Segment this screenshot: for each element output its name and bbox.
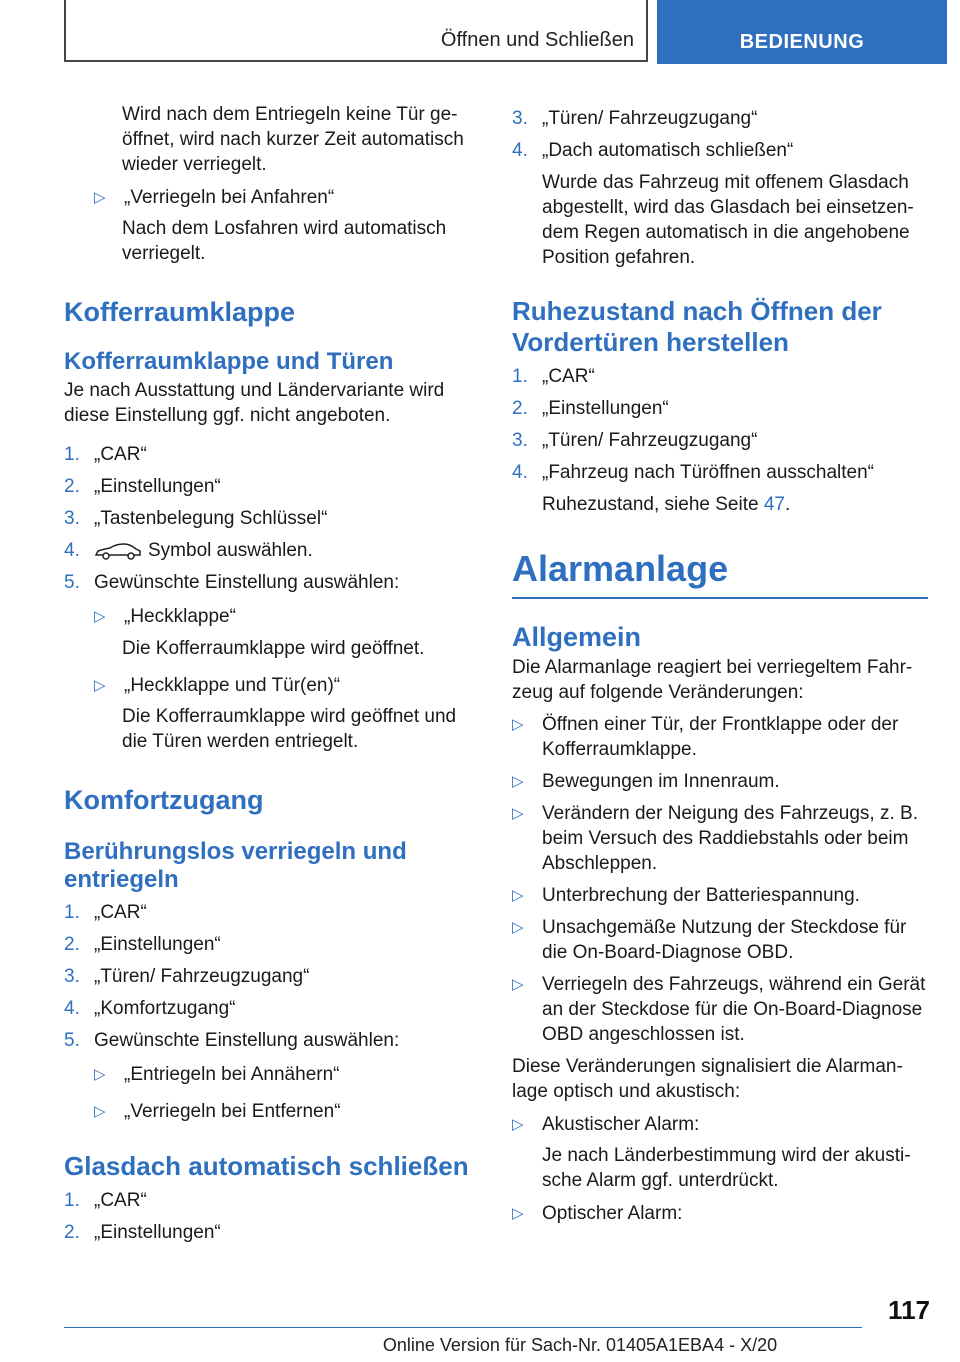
list-item — [64, 932, 474, 957]
bullet-description — [64, 216, 474, 266]
glasdach-steps-list — [64, 1188, 474, 1245]
text-line: Wird nach dem Entriegeln keine Tür ge- — [122, 104, 458, 125]
step-text — [94, 538, 474, 563]
text-line: OBD angeschlossen ist. — [542, 1024, 745, 1045]
list-item — [64, 1062, 474, 1087]
list-item — [512, 883, 928, 908]
step-text: „Türen/ Fahrzeugzugang“ — [94, 966, 310, 987]
list-item — [512, 396, 928, 421]
text-line: Je nach Ausstattung und Ländervariante wird — [64, 380, 445, 401]
triangle-bullet-icon: ▷ — [94, 677, 106, 694]
bullet-text: „Verriegeln bei Entfernen“ — [124, 1101, 341, 1122]
step-number: 1. — [512, 366, 528, 387]
list-item — [64, 964, 474, 989]
step-text: „Dach automatisch schließen“ — [542, 140, 794, 161]
step-text: „CAR“ — [94, 1190, 147, 1211]
step-number: 4. — [512, 462, 528, 483]
step-number: 4. — [512, 140, 528, 161]
list-item — [512, 972, 928, 1047]
heading-ruhezustand — [512, 296, 928, 358]
triangle-bullet-icon: ▷ — [94, 1103, 106, 1120]
list-item — [64, 506, 474, 531]
heading-glasdach: Glasdach automatisch schließen — [64, 1151, 469, 1181]
text-line: die On-Board-Diagnose OBD. — [542, 942, 794, 963]
triangle-bullet-icon: ▷ — [512, 1116, 524, 1133]
text-line: Nach dem Losfahren wird automatisch — [122, 218, 447, 239]
list-item — [64, 996, 474, 1021]
step-number: 5. — [64, 572, 80, 593]
list-item — [512, 460, 928, 485]
text-line: wieder verriegelt. — [122, 154, 267, 175]
list-item — [512, 364, 928, 389]
step-text: Gewünschte Einstellung auswählen: — [94, 572, 400, 593]
list-item — [64, 570, 474, 595]
heading-line: entriegeln — [64, 866, 179, 893]
text-line: Je nach Länderbestimmung wird der akusti- — [542, 1145, 911, 1166]
header-section-box — [64, 0, 648, 62]
heading-komfortzugang: Komfortzugang — [64, 785, 264, 815]
car-icon — [94, 541, 142, 561]
triangle-bullet-icon: ▷ — [512, 773, 524, 790]
header-chapter-tab[interactable] — [657, 0, 947, 64]
description-text: . — [784, 494, 791, 515]
description-text: Ruhezustand, siehe Seite — [542, 494, 764, 515]
step-number: 3. — [64, 508, 80, 529]
step-text: „Einstellungen“ — [94, 476, 221, 497]
step-number: 2. — [512, 398, 528, 419]
heading-line: Berührungslos verriegeln und — [64, 838, 407, 865]
step-number: 2. — [64, 1222, 80, 1243]
list-item — [64, 538, 474, 563]
bullet-text: „Verriegeln bei Anfahren“ — [124, 187, 335, 208]
text-line: an der Steckdose für die On-Board-Diagnose — [542, 999, 923, 1020]
triangle-bullet-icon: ▷ — [94, 1066, 106, 1083]
text-line: Abschleppen. — [542, 853, 658, 874]
heading-alarmanlage: Alarmanlage — [512, 548, 729, 589]
step-number: 1. — [64, 444, 80, 465]
text-line: Die Alarmanlage reagiert bei verriegeltem Fahr- — [512, 657, 913, 678]
heading-kofferraumklappe-tueren: Kofferraumklappe und Türen — [64, 348, 394, 375]
list-item — [512, 428, 928, 453]
komfort-steps-list — [64, 900, 474, 1053]
koffer-steps-list — [64, 442, 474, 595]
text-line: Diese Veränderungen signalisiert die Alarman- — [512, 1056, 903, 1077]
list-item — [64, 185, 474, 210]
list-item — [64, 604, 474, 629]
step-number: 4. — [64, 540, 80, 561]
heading-beruehrungslos — [64, 838, 474, 894]
heading-allgemein: Allgemein — [512, 622, 642, 652]
bullet-text — [542, 801, 928, 876]
text-line: Unsachgemäße Nutzung der Steckdose für — [542, 917, 907, 938]
text-line: zeug auf folgende Veränderungen: — [512, 682, 804, 703]
step-label: Symbol auswählen. — [148, 540, 313, 561]
left-column — [64, 100, 474, 1245]
text-line: Wurde das Fahrzeug mit offenem Glasdach — [542, 172, 909, 193]
step-number: 2. — [64, 476, 80, 497]
bullet-text — [542, 769, 928, 794]
ruhe-description — [512, 492, 928, 517]
triangle-bullet-icon: ▷ — [512, 805, 524, 822]
step-text: „Fahrzeug nach Türöffnen ausschalten“ — [542, 462, 874, 483]
triangle-bullet-icon: ▷ — [512, 976, 524, 993]
list-item — [64, 1099, 474, 1124]
footer-text: Online Version für Sach-Nr. 01405A1EBA4 - X/20 — [382, 1335, 778, 1355]
list-item — [64, 1220, 474, 1245]
step-number: 4. — [64, 998, 80, 1019]
text-line: Bewegungen im Innenraum. — [542, 771, 780, 792]
glasdach-description — [512, 170, 928, 270]
text-line: dem Regen automatisch in die angehobene — [542, 222, 910, 243]
heading-kofferraumklappe: Kofferraumklappe — [64, 297, 296, 327]
step-text: „CAR“ — [542, 366, 595, 387]
bullet-description: Die Kofferraumklappe wird geöffnet. — [122, 638, 425, 659]
bullet-text — [542, 883, 928, 908]
alarm-bullet-list — [512, 712, 928, 1047]
list-item — [64, 1028, 474, 1053]
step-text: „Einstellungen“ — [542, 398, 669, 419]
text-line: Verriegeln des Fahrzeugs, während ein Gerät — [542, 974, 926, 995]
koffer-paragraph — [64, 378, 474, 428]
footer-divider — [64, 1327, 862, 1328]
bullet-text: „Entriegeln bei Annähern“ — [124, 1064, 340, 1085]
text-line: Öffnen einer Tür, der Frontklappe oder der — [542, 714, 899, 735]
text-line: öffnet, wird nach kurzer Zeit automatisch — [122, 129, 464, 150]
glasdach-steps-cont — [512, 106, 928, 163]
triangle-bullet-icon: ▷ — [94, 608, 106, 625]
step-number: 3. — [512, 430, 528, 451]
header-section-title: Öffnen und Schließen — [440, 29, 634, 51]
text-line: Kofferraumklappe. — [542, 739, 697, 760]
text-line: Verändern der Neigung des Fahrzeugs, z. B. — [542, 803, 919, 824]
bullet-description — [512, 1143, 928, 1193]
text-line: verriegelt. — [122, 243, 206, 264]
list-item — [512, 138, 928, 163]
list-item — [512, 712, 928, 762]
page-number: 117 — [888, 1295, 930, 1325]
list-item — [512, 1201, 928, 1226]
text-line: Position gefahren. — [542, 247, 696, 268]
triangle-bullet-icon: ▷ — [512, 1205, 524, 1222]
ruhe-steps-list — [512, 364, 928, 485]
list-item — [64, 900, 474, 925]
bullet-text: „Heckklappe und Tür(en)“ — [124, 675, 341, 696]
list-item — [64, 442, 474, 467]
bullet-text: Optischer Alarm: — [542, 1203, 683, 1224]
bullet-text: Akustischer Alarm: — [542, 1114, 700, 1135]
right-column — [512, 100, 928, 1226]
step-number: 5. — [64, 1030, 80, 1051]
page-reference-link[interactable]: 47 — [763, 494, 785, 515]
heading-line: Vordertüren herstellen — [512, 327, 789, 357]
text-line: abgestellt, wird das Glasdach bei einsetzen- — [542, 197, 914, 218]
bullet-text — [542, 712, 928, 762]
step-text: „Türen/ Fahrzeugzugang“ — [542, 108, 758, 129]
step-text: „CAR“ — [94, 902, 147, 923]
list-item — [512, 801, 928, 876]
triangle-bullet-icon: ▷ — [512, 887, 524, 904]
text-line: beim Versuch des Raddiebstahls oder beim — [542, 828, 909, 849]
list-item — [64, 1188, 474, 1213]
bullet-text — [542, 972, 928, 1047]
heading-divider — [512, 597, 928, 599]
text-line: Die Kofferraumklappe wird geöffnet und — [122, 706, 457, 727]
text-line: sche Alarm ggf. unterdrückt. — [542, 1170, 779, 1191]
signal-paragraph — [512, 1054, 928, 1104]
step-text: „Türen/ Fahrzeugzugang“ — [542, 430, 758, 451]
list-item — [512, 769, 928, 794]
text-line: Unterbrechung der Batteriespannung. — [542, 885, 860, 906]
text-line: lage optisch und akustisch: — [512, 1081, 741, 1102]
text-line: diese Einstellung ggf. nicht angeboten. — [64, 405, 391, 426]
step-text: „CAR“ — [94, 444, 147, 465]
list-item — [512, 106, 928, 131]
list-item — [512, 915, 928, 965]
step-number: 2. — [64, 934, 80, 955]
bullet-description — [64, 704, 474, 754]
intro-paragraph — [64, 102, 474, 177]
step-number: 1. — [64, 1190, 80, 1211]
step-text: „Tastenbelegung Schlüssel“ — [94, 508, 328, 529]
bullet-text: „Heckklappe“ — [124, 606, 236, 627]
triangle-bullet-icon: ▷ — [512, 716, 524, 733]
list-item — [512, 1112, 928, 1137]
step-number: 1. — [64, 902, 80, 923]
text-line: die Türen werden entriegelt. — [122, 731, 359, 752]
step-text: Gewünschte Einstellung auswählen: — [94, 1030, 400, 1051]
heading-line: Ruhezustand nach Öffnen der — [512, 296, 882, 326]
step-number: 3. — [64, 966, 80, 987]
triangle-bullet-icon: ▷ — [512, 919, 524, 936]
step-number: 3. — [512, 108, 528, 129]
header-chapter-label: BEDIENUNG — [739, 31, 865, 53]
step-text: „Einstellungen“ — [94, 1222, 221, 1243]
step-text: „Einstellungen“ — [94, 934, 221, 955]
triangle-bullet-icon: ▷ — [94, 189, 106, 206]
list-item — [64, 474, 474, 499]
step-text: „Komfortzugang“ — [94, 998, 236, 1019]
bullet-text — [542, 915, 928, 965]
list-item — [64, 673, 474, 698]
allgemein-paragraph — [512, 655, 928, 705]
